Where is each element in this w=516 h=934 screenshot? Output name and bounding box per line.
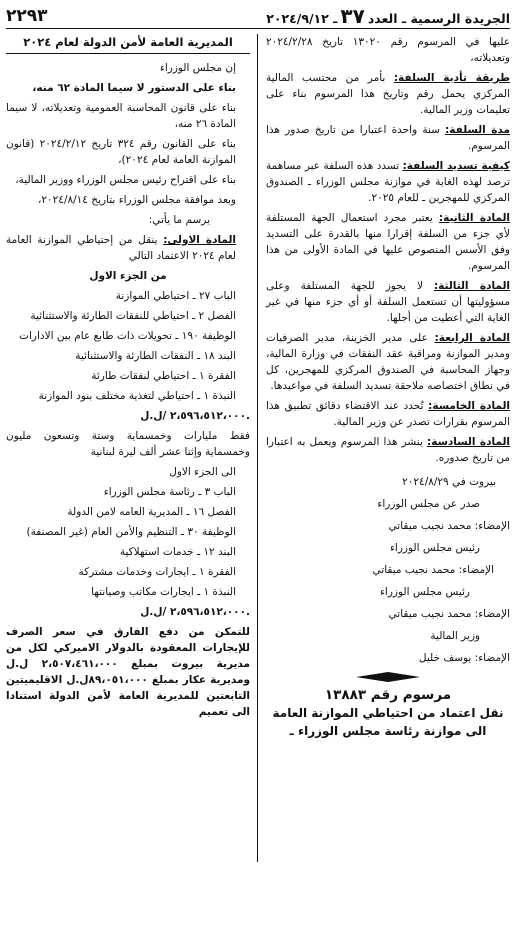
paragraph: عليها في المرسوم رقم ١٣٠٢٠ تاريخ ٢٠٢٤/٢/٢٨ وتعديلاته،: [266, 36, 510, 64]
budget-item: الباب ٣ ـ رئاسة مجلس الوزراء: [103, 486, 236, 498]
budget-item: الباب ٢٧ ـ احتياطي الموازنة: [115, 290, 236, 302]
column-divider: [257, 34, 258, 862]
closing-paragraph: للتمكن من دفع الفارق في سعر الصرف للإيجارات المعقودة بالدولار الاميركي لكل من مديرية بيروت بمبلغ ٢،٥٠٧،٤٦١،٠٠٠ ل.ل ومديرية عكار بمبلغ ٨٩،٠٥١،٠٠٠ل.ل الاقليميتين التابعتين للمديرية العامة لأمن الدولة استنادا الى تعميم: [6, 626, 251, 718]
budget-item: النبذة ١ ـ احتياطي لتغذية مختلف بنود الموازنة: [38, 390, 236, 402]
from-part: من الجزء الاول: [89, 270, 167, 282]
budget-item: الفصل ٢ ـ احتياطي للنفقات الطارئة والاستثنائية: [30, 310, 236, 322]
preamble: وبعد موافقة مجلس الوزراء بتاريخ ٢٠٢٤/٨/١٤،: [38, 194, 236, 206]
signature-line: الإمضاء: يوسف خليل: [418, 652, 510, 664]
preamble: بناء على قانون المحاسبة العمومية وتعديلاته، لا سيما المادة ٢٦ منه،: [6, 102, 236, 130]
paragraph: المادة السادسة: ينشر هذا المرسوم ويعمل به اعتبارا من تاريخ صدوره.: [266, 436, 510, 464]
budget-item: البند ١٢ ـ خدمات استهلاكية: [119, 546, 236, 558]
preamble: بناء على الدستور لا سيما المادة ٦٢ منه،: [32, 82, 236, 94]
budget-item: النبذة ١ ـ ايجارات مكاتب وصيانتها: [91, 586, 236, 598]
journal-title: الجريدة الرسمية ـ العدد: [367, 11, 510, 26]
paragraph: مدة السلفة: سنة واحدة اعتبارا من تاريخ صدور هذا المرسوم.: [266, 124, 510, 152]
issue-number: ٣٧: [340, 4, 365, 28]
paragraph: كيفية تسديد السلفة: تسدد هذه السلفة عبر مساهمة ترصد لهذه الغاية في موازنة مجلس الوزراء ـ الصندوق المركزي للمهجرين ـ للعام ٢٠٢٥.: [266, 160, 510, 204]
amount: ٢،٥٩٦،٥١٢،٠٠٠ /ل.ل.: [140, 606, 250, 618]
signer-title: وزير المالية: [430, 630, 480, 642]
decree-heading: [266, 686, 510, 740]
left-column: [6, 34, 250, 724]
intro: إن مجلس الوزراء: [159, 62, 236, 74]
signature-line: الإمضاء: محمد نجيب ميقاتي: [388, 520, 510, 532]
decree-title-line: نقل اعتماد من احتياطي الموازنة العامة: [272, 706, 504, 720]
paragraph: المادة الخامسة: تُحدد عند الاقتضاء دقائق تطبيق هذا المرسوم بقرارات تصدر عن وزير المالية.: [266, 400, 510, 428]
decree-title-line: الى موازنة رئاسة مجلس الوزراء ـ: [289, 724, 487, 738]
decides: يرسم ما يأتي:: [148, 214, 210, 226]
section-title: المديرية العامة لأمن الدولة لعام ٢٠٢٤: [6, 34, 250, 54]
issued-by: صدر عن مجلس الوزراء: [377, 498, 480, 510]
header-issue: [266, 4, 510, 28]
article-1: المادة الاولى: ينقل من إحتياطي الموازنة العامة لعام ٢٠٢٤ الاعتماد التالي: [6, 234, 236, 262]
preamble: بناء على اقتراح رئيس مجلس الوزراء ووزير المالية،: [15, 174, 236, 186]
signer-title: رئيس مجلس الوزراء: [389, 542, 480, 554]
separator-ornament: [356, 672, 420, 682]
budget-item: البند ١٨ ـ النفقات الطارئة والاستثنائية: [75, 350, 236, 362]
budget-item: الوظيفة ٣٠ ـ التنظيم والأمن العام (غير المصنفة): [26, 526, 236, 538]
budget-item: الوظيفة ١٩٠ ـ تحويلات ذات طابع عام بين الادارات: [19, 330, 236, 342]
budget-item: الفصل ١٦ ـ المديرية العامه لامن الدولة: [67, 506, 236, 518]
paragraph: المادة الثالثة: لا يجوز للجهة المستلفة وعلى مسؤوليتها أن تستعمل السلفة أو أي جزء منها في غير الغاية التي أعطيت من أجلها.: [266, 280, 510, 324]
signature-line: الإمضاء: محمد نجيب ميقاتي: [388, 608, 510, 620]
page-header: [6, 4, 510, 29]
amount-words: فقط مليارات وخمسماية وستة وتسعون مليون وخمسماية وإثنا عشر ألف ليرة لبنانية: [6, 430, 250, 458]
signature-block: [266, 474, 510, 666]
amount: ٢،٥٩٦،٥١٢،٠٠٠ /ل.ل.: [140, 410, 250, 422]
budget-item: الفقرة ١ ـ احتياطي لنفقات طارئة: [91, 370, 236, 382]
decree-number: مرسوم رقم ١٣٨٨٣: [324, 687, 452, 703]
paragraph: طريقة تأدية السلفة: بأمر من محتسب المالية المركزي يحمل رقم وتاريخ هذا المرسوم بناء على تعليمات وزير المالية.: [266, 72, 510, 116]
signer-title: رئيس مجلس الوزراء: [379, 586, 470, 598]
place-date: بيروت في ٢٠٢٤/٨/٢٩: [402, 476, 496, 488]
right-column: [266, 34, 510, 740]
page-number: ٢٢٩٣: [6, 6, 48, 26]
to-part: الى الجزء الاول: [169, 466, 236, 478]
issue-date: ـ ٢٠٢٤/٩/١٢: [266, 11, 338, 26]
signature-line: الإمضاء: محمد نجيب ميقاتي: [372, 564, 494, 576]
paragraph: المادة الثانية: يعتبر مجرد استعمال الجهة المستلفة لأي جزء من السلفة إقرارا منها بالقدرة على التسديد وفق الأسس المنصوص عليها في المادة الأولى من هذا المرسوم.: [266, 212, 510, 272]
paragraph: المادة الرابعة: على مدير الخزينة، مدير الصرفيات ومدير الموازنة ومراقبة عقد النفقات في وزارة المالية، وجهاز المحاسبة في الصندوق المركزي للمهجرين، كل في نطاق اختصاصه ملاحقة تسديد السلفة في مواعيدها.: [266, 332, 511, 392]
budget-item: الفقرة ١ ـ ايجارات وخدمات مشتركة: [78, 566, 236, 578]
preamble: بناء على القانون رقم ٣٢٤ تاريخ ٢٠٢٤/٢/١٢ (قانون الموازنة العامة لعام ٢٠٢٤)،: [6, 138, 236, 166]
